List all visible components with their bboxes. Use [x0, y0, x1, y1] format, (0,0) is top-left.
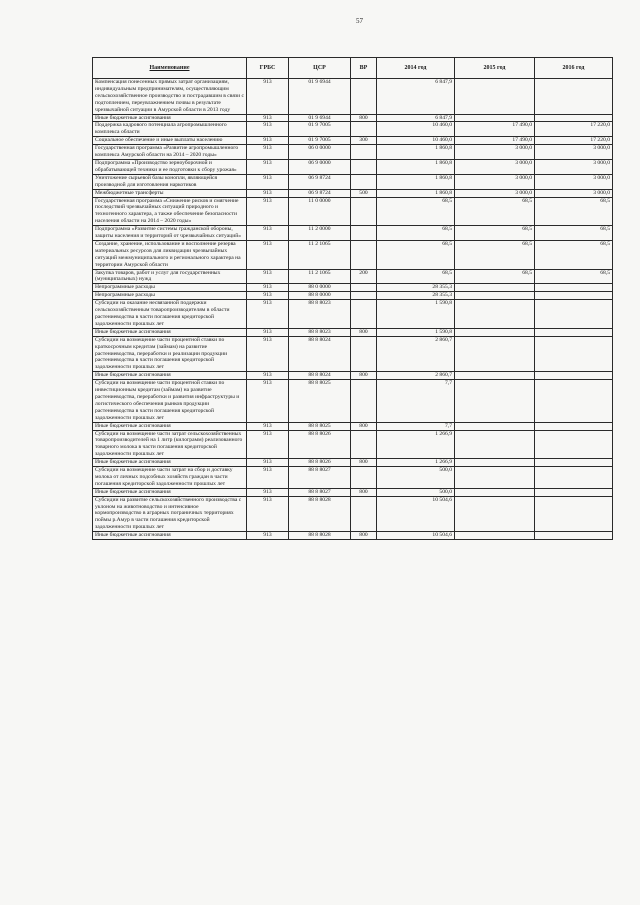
cell-2015 [455, 488, 535, 496]
cell-name: Субсидии на возмещение части процентной ставки по инвестиционным кредитам (займам) на развитие растениеводства, переработки и развития инфраструктуры и логистического обеспечения рынков продукции растениеводства в части погашения кредиторской задолженности прошлых лет [93, 380, 247, 422]
cell-vr [351, 496, 377, 532]
cell-2015 [455, 328, 535, 336]
cell-2015: 3 000,0 [455, 174, 535, 189]
cell-csr: 88 8 8025 [289, 422, 351, 430]
cell-vr [351, 226, 377, 241]
table-row [93, 496, 613, 532]
table-row [93, 372, 613, 380]
cell-vr: 800 [351, 372, 377, 380]
cell-2015 [455, 372, 535, 380]
cell-name: Иные бюджетные ассигнования [93, 372, 247, 380]
cell-grbs: 913 [247, 122, 289, 137]
table-row [93, 137, 613, 145]
cell-2014: 7,7 [377, 380, 455, 422]
cell-name: Иные бюджетные ассигнования [93, 114, 247, 122]
cell-vr: 800 [351, 488, 377, 496]
cell-2015 [455, 459, 535, 467]
cell-2016: 3 000,0 [535, 159, 613, 174]
table-row [93, 380, 613, 422]
cell-grbs: 913 [247, 488, 289, 496]
cell-name: Субсидии на возмещение части затрат на сбор и доставку молока от личных подсобных хозяйств граждан в части погашения кредиторской задолженности прошлых лет [93, 467, 247, 489]
cell-name: Компенсация понесенных прямых затрат организациям, индивидуальным предпринимателям, осуществляющим сельскохозяйственное производство и пострадавшим в связи с подтоплением, переувлажнением почвы в результате чрезвычайной ситуации в Амурской области в 2013 году [93, 79, 247, 115]
cell-csr: 06 0 0000 [289, 145, 351, 160]
cell-2014: 2 860,7 [377, 372, 455, 380]
cell-name: Иные бюджетные ассигнования [93, 328, 247, 336]
table-row [93, 240, 613, 269]
cell-name: Субсидии на возмещение части затрат сельскохозяйственных товаропроизводителей на 1 литр (килограмм) реализованного товарного молока в части погашения кредиторской задолженности прошлых лет [93, 430, 247, 459]
cell-name: Государственная программа «Снижение рисков и смягчение последствий чрезвычайных ситуаций природного и техногенного характера, а также обеспечение безопасности населения области на 2014 – 2020 годы» [93, 197, 247, 226]
cell-vr [351, 336, 377, 372]
table-row [93, 114, 613, 122]
cell-2014: 6 847,9 [377, 79, 455, 115]
table-row [93, 300, 613, 329]
cell-grbs: 913 [247, 174, 289, 189]
cell-name: Субсидии на возмещение части процентной ставки по краткосрочным кредитам (займам) на развитие растениеводства, переработки и реализации продукции растениеводства в части погашения кредиторской задолженности прошлых лет [93, 336, 247, 372]
cell-vr [351, 467, 377, 489]
table-row [93, 174, 613, 189]
cell-grbs: 913 [247, 197, 289, 226]
cell-2016 [535, 336, 613, 372]
cell-2015: 68,5 [455, 240, 535, 269]
cell-name: Иные бюджетные ассигнования [93, 422, 247, 430]
cell-grbs: 913 [247, 79, 289, 115]
cell-vr [351, 145, 377, 160]
cell-vr [351, 79, 377, 115]
cell-csr: 88 8 8026 [289, 459, 351, 467]
cell-2015: 17 490,0 [455, 137, 535, 145]
cell-2015: 3 000,0 [455, 159, 535, 174]
cell-grbs: 913 [247, 328, 289, 336]
cell-2016: 68,5 [535, 240, 613, 269]
cell-name: Субсидии на оказание несвязанной поддержки сельскохозяйственным товаропроизводителям в области растениеводства в части погашения кредиторской задолженности прошлых лет [93, 300, 247, 329]
cell-name: Поддержка кадрового потенциала агропромышленного комплекса области [93, 122, 247, 137]
header-name: Наименование [93, 58, 247, 79]
cell-name: Иные бюджетные ассигнования [93, 532, 247, 540]
budget-table [92, 57, 613, 540]
table-row [93, 422, 613, 430]
cell-2014: 68,5 [377, 197, 455, 226]
table-row [93, 532, 613, 540]
cell-2015 [455, 467, 535, 489]
cell-2014: 6 847,9 [377, 114, 455, 122]
cell-vr: 800 [351, 459, 377, 467]
cell-vr [351, 284, 377, 292]
table-row [93, 197, 613, 226]
cell-2014: 1 590,8 [377, 328, 455, 336]
cell-grbs: 913 [247, 422, 289, 430]
cell-vr [351, 300, 377, 329]
cell-grbs: 913 [247, 532, 289, 540]
cell-2016 [535, 488, 613, 496]
cell-2015 [455, 496, 535, 532]
cell-csr: 06 9 8724 [289, 174, 351, 189]
cell-grbs: 913 [247, 496, 289, 532]
cell-2015 [455, 380, 535, 422]
cell-vr [351, 197, 377, 226]
table-row [93, 284, 613, 292]
cell-vr [351, 240, 377, 269]
cell-2014: 68,5 [377, 269, 455, 284]
cell-csr: 88 8 8023 [289, 328, 351, 336]
cell-2016 [535, 372, 613, 380]
cell-vr: 800 [351, 532, 377, 540]
cell-2016: 68,5 [535, 226, 613, 241]
table-header-row [93, 58, 613, 79]
cell-vr: 300 [351, 137, 377, 145]
cell-2014: 500,0 [377, 488, 455, 496]
cell-2016: 68,5 [535, 197, 613, 226]
cell-2015 [455, 430, 535, 459]
cell-name: Закупка товаров, работ и услуг для государственных (муниципальных) нужд [93, 269, 247, 284]
table-row [93, 430, 613, 459]
cell-2014: 1 860,8 [377, 189, 455, 197]
header-2016: 2016 год [535, 58, 613, 79]
table-row [93, 336, 613, 372]
cell-2014: 7,7 [377, 422, 455, 430]
cell-grbs: 913 [247, 300, 289, 329]
cell-vr [351, 380, 377, 422]
cell-2016 [535, 292, 613, 300]
page-number: 57 [356, 17, 363, 25]
cell-vr [351, 159, 377, 174]
cell-grbs: 913 [247, 189, 289, 197]
cell-2014: 68,5 [377, 226, 455, 241]
cell-2015 [455, 284, 535, 292]
table-body [93, 79, 613, 540]
header-2014: 2014 год [377, 58, 455, 79]
cell-grbs: 913 [247, 380, 289, 422]
cell-grbs: 913 [247, 430, 289, 459]
cell-csr: 88 8 8028 [289, 496, 351, 532]
cell-grbs: 913 [247, 336, 289, 372]
cell-2014: 68,5 [377, 240, 455, 269]
header-2015: 2015 год [455, 58, 535, 79]
cell-name: Межбюджетные трансферты [93, 189, 247, 197]
table-row [93, 145, 613, 160]
table-row [93, 226, 613, 241]
cell-2014: 10 460,0 [377, 122, 455, 137]
cell-name: Иные бюджетные ассигнования [93, 459, 247, 467]
cell-grbs: 913 [247, 240, 289, 269]
cell-name: Непрограммные расходы [93, 284, 247, 292]
cell-2016 [535, 114, 613, 122]
cell-csr: 88 8 8024 [289, 372, 351, 380]
cell-csr: 01 9 6944 [289, 114, 351, 122]
cell-2016: 3 000,0 [535, 145, 613, 160]
cell-2016 [535, 284, 613, 292]
cell-csr: 01 9 7005 [289, 137, 351, 145]
cell-2014: 28 355,3 [377, 284, 455, 292]
cell-2015 [455, 79, 535, 115]
cell-2016 [535, 532, 613, 540]
cell-2014: 500,0 [377, 467, 455, 489]
cell-2015: 68,5 [455, 197, 535, 226]
cell-grbs: 913 [247, 159, 289, 174]
cell-2014: 28 355,3 [377, 292, 455, 300]
cell-name: Создание, хранение, использование и восполнение резерва материальных ресурсов для ликвидации чрезвычайных ситуаций межмуниципального и регионального характера на территории Амурской области [93, 240, 247, 269]
cell-2014: 10 504,6 [377, 532, 455, 540]
cell-2016 [535, 300, 613, 329]
table-row [93, 328, 613, 336]
cell-2014: 1 590,8 [377, 300, 455, 329]
cell-name: Социальное обеспечение и иные выплаты населению [93, 137, 247, 145]
cell-2014: 1 266,9 [377, 459, 455, 467]
cell-vr [351, 122, 377, 137]
table-row [93, 292, 613, 300]
cell-2015 [455, 422, 535, 430]
table-row [93, 488, 613, 496]
cell-csr: 01 9 6944 [289, 79, 351, 115]
cell-2014: 10 460,0 [377, 137, 455, 145]
cell-2016: 17 220,0 [535, 137, 613, 145]
cell-2015: 68,5 [455, 269, 535, 284]
cell-grbs: 913 [247, 114, 289, 122]
table-row [93, 159, 613, 174]
cell-vr [351, 430, 377, 459]
cell-csr: 88 8 8027 [289, 467, 351, 489]
cell-csr: 88 8 8027 [289, 488, 351, 496]
cell-2014: 1 860,8 [377, 145, 455, 160]
cell-grbs: 913 [247, 269, 289, 284]
cell-2016: 3 000,0 [535, 189, 613, 197]
cell-2016 [535, 467, 613, 489]
cell-2014: 2 860,7 [377, 336, 455, 372]
cell-2014: 10 504,6 [377, 496, 455, 532]
cell-csr: 11 2 0000 [289, 226, 351, 241]
cell-csr: 88 8 0000 [289, 292, 351, 300]
cell-csr: 11 0 0000 [289, 197, 351, 226]
cell-vr [351, 292, 377, 300]
header-csr: ЦСР [289, 58, 351, 79]
cell-2014: 1 266,9 [377, 430, 455, 459]
cell-vr: 800 [351, 422, 377, 430]
cell-grbs: 913 [247, 459, 289, 467]
cell-2015: 3 000,0 [455, 189, 535, 197]
cell-2015 [455, 292, 535, 300]
cell-vr: 500 [351, 189, 377, 197]
table-row [93, 79, 613, 115]
cell-2016 [535, 328, 613, 336]
cell-csr: 88 0 0000 [289, 284, 351, 292]
cell-grbs: 913 [247, 284, 289, 292]
cell-csr: 01 9 7005 [289, 122, 351, 137]
cell-csr: 88 8 8024 [289, 336, 351, 372]
cell-2016: 17 220,0 [535, 122, 613, 137]
cell-vr [351, 174, 377, 189]
cell-csr: 06 9 0000 [289, 159, 351, 174]
cell-grbs: 913 [247, 137, 289, 145]
cell-2016 [535, 380, 613, 422]
cell-csr: 11 2 1065 [289, 269, 351, 284]
cell-name: Государственная программа «Развитие агропромышленного комплекса Амурской области на 2014 – 2020 годы» [93, 145, 247, 160]
cell-csr: 06 9 8724 [289, 189, 351, 197]
cell-csr: 88 8 8028 [289, 532, 351, 540]
cell-vr: 800 [351, 328, 377, 336]
cell-2016 [535, 459, 613, 467]
cell-grbs: 913 [247, 467, 289, 489]
cell-2015: 17 490,0 [455, 122, 535, 137]
cell-name: Подпрограмма «Производство зерноуборочной и обрабатывающей техники и ее подготовки к сбору урожая» [93, 159, 247, 174]
cell-name: Субсидии на развитие сельскохозяйственного производства с уклоном на животноводство и интенсивное кормопроизводство в аграрных пограничных территориях поймы р.Амур в части погашения кредиторской задолженности прошлых лет [93, 496, 247, 532]
cell-2016 [535, 496, 613, 532]
table-row [93, 459, 613, 467]
cell-2014: 1 860,8 [377, 174, 455, 189]
header-grbs: ГРБС [247, 58, 289, 79]
cell-2015 [455, 336, 535, 372]
cell-2016 [535, 79, 613, 115]
cell-csr: 88 8 8026 [289, 430, 351, 459]
cell-2014: 1 860,8 [377, 159, 455, 174]
cell-csr: 11 2 1065 [289, 240, 351, 269]
table-row [93, 269, 613, 284]
table-row [93, 467, 613, 489]
cell-2015: 3 000,0 [455, 145, 535, 160]
header-vr: ВР [351, 58, 377, 79]
cell-2016: 68,5 [535, 269, 613, 284]
cell-grbs: 913 [247, 226, 289, 241]
cell-grbs: 913 [247, 145, 289, 160]
cell-csr: 88 8 8025 [289, 380, 351, 422]
cell-grbs: 913 [247, 372, 289, 380]
cell-grbs: 913 [247, 292, 289, 300]
cell-vr: 200 [351, 269, 377, 284]
cell-vr: 800 [351, 114, 377, 122]
cell-2016 [535, 430, 613, 459]
cell-name: Уничтожение сырьевой базы конопли, являющейся производной для изготовления наркотиков [93, 174, 247, 189]
cell-name: Непрограммные расходы [93, 292, 247, 300]
cell-2015 [455, 532, 535, 540]
cell-2016: 3 000,0 [535, 174, 613, 189]
table-row [93, 122, 613, 137]
table-row [93, 189, 613, 197]
cell-2015 [455, 300, 535, 329]
cell-2016 [535, 422, 613, 430]
cell-2015 [455, 114, 535, 122]
cell-2015: 68,5 [455, 226, 535, 241]
cell-name: Иные бюджетные ассигнования [93, 488, 247, 496]
cell-csr: 88 8 8023 [289, 300, 351, 329]
cell-name: Подпрограмма «Развитие системы гражданской обороны, защиты населения и территорий от чрезвычайных ситуаций» [93, 226, 247, 241]
